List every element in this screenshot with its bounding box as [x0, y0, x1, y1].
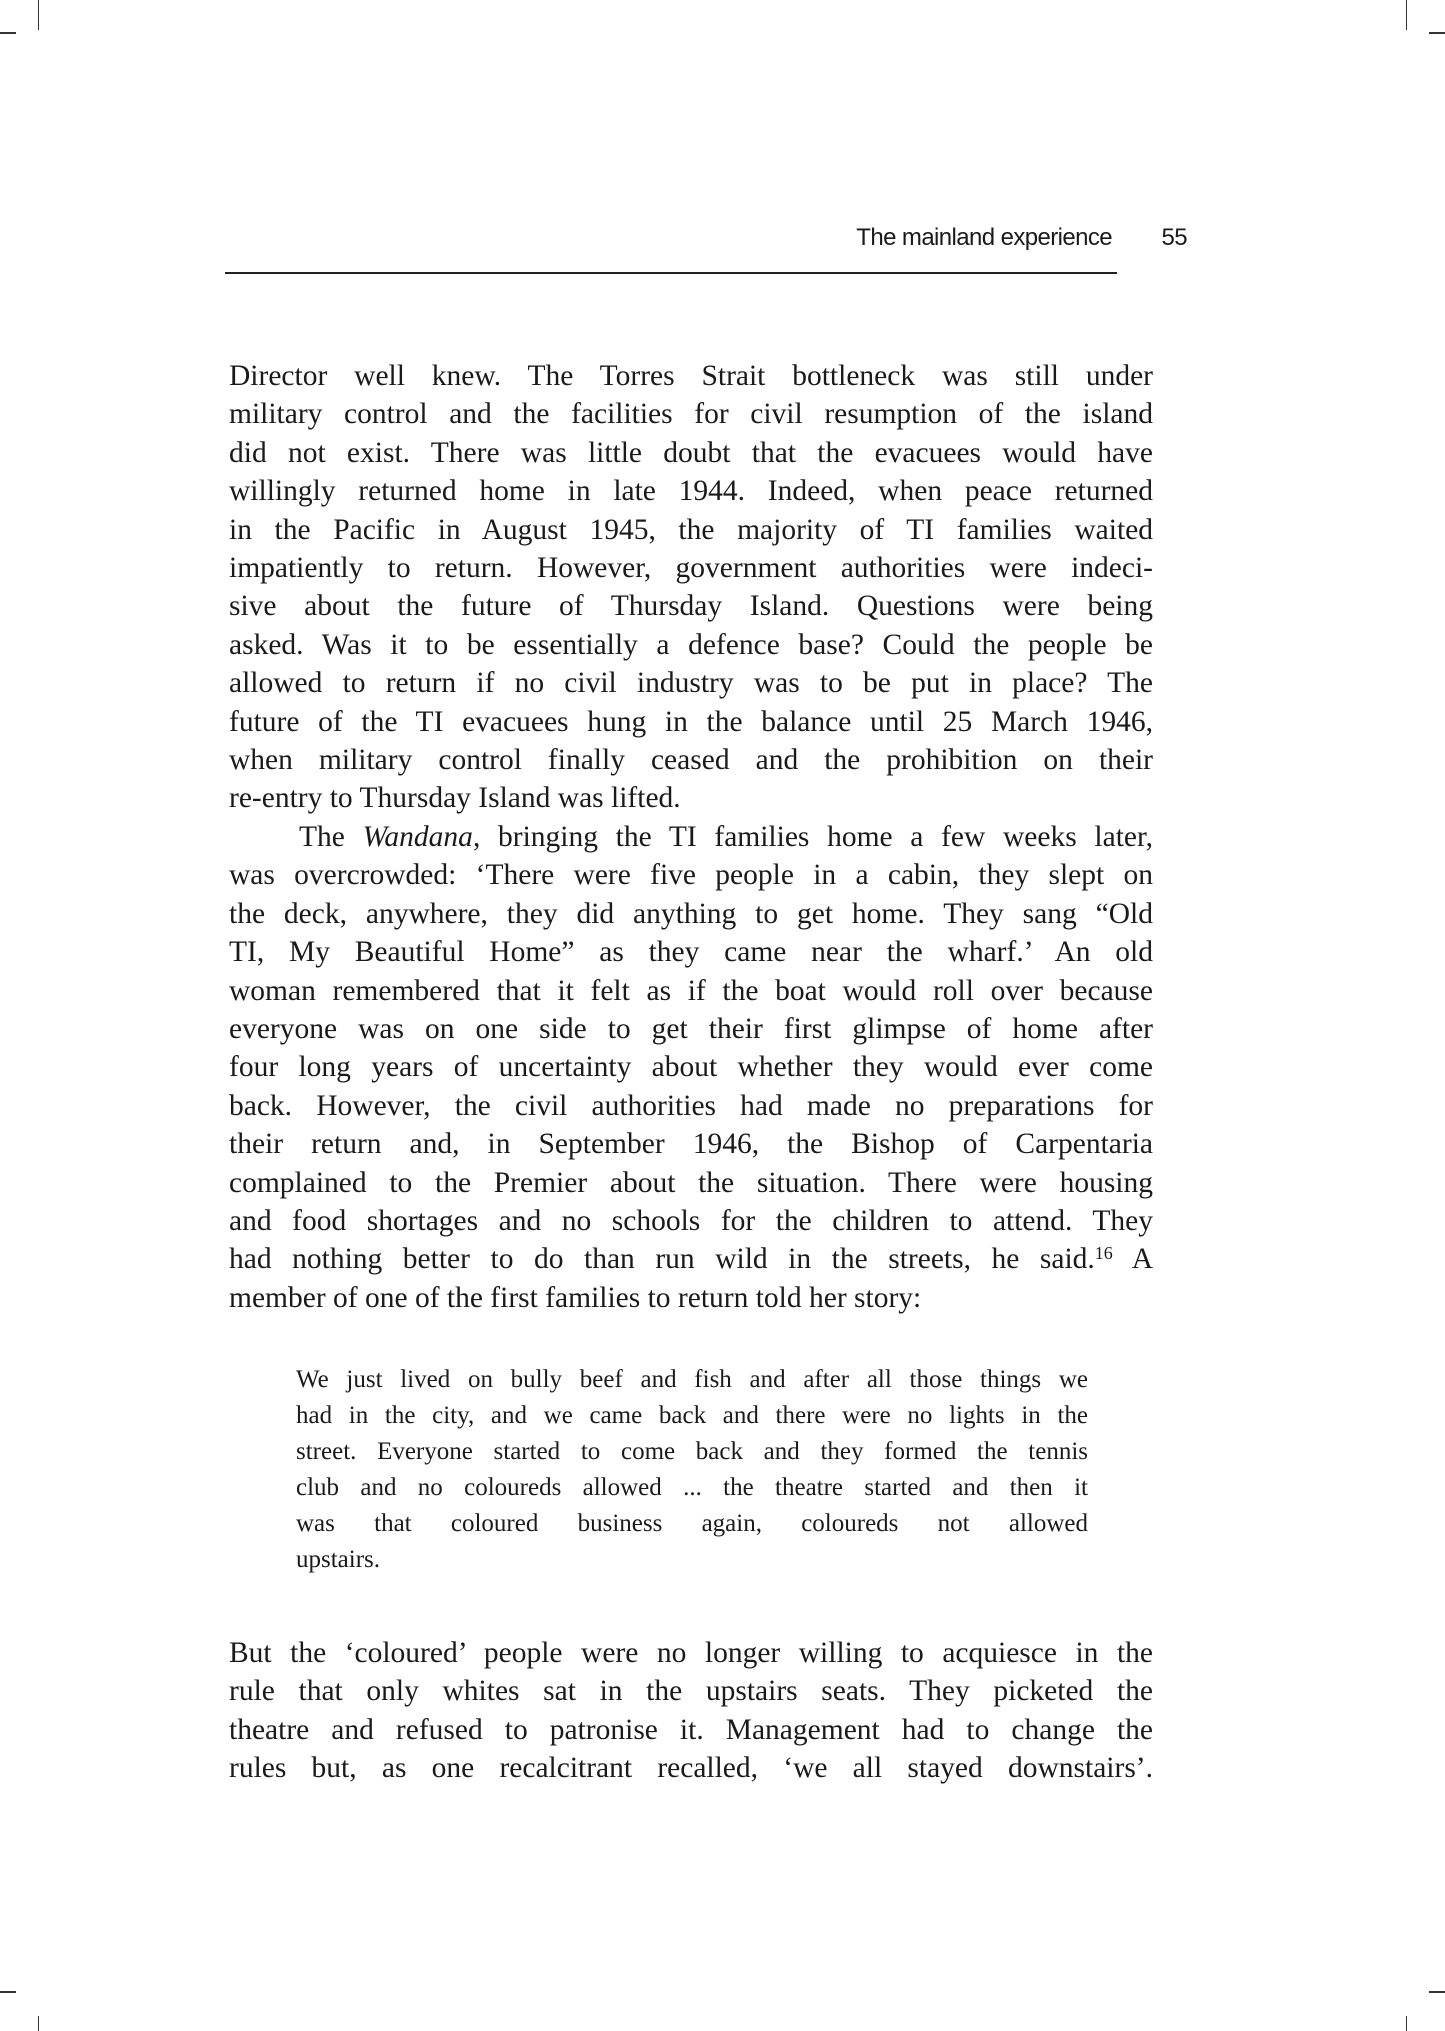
text-line: theatre and refused to patronise it. Management had to change the — [229, 1713, 1153, 1746]
quote-line: upstairs. — [296, 1546, 381, 1573]
text-fragment: The — [299, 820, 363, 853]
text-line: TI, My Beautiful Home” as they came near the wharf.’ An old — [229, 936, 1153, 969]
paragraph-1 — [229, 357, 1153, 818]
paragraph-2 — [229, 818, 1153, 1317]
text-line — [229, 818, 1153, 856]
crop-mark-top-left-horizontal — [0, 32, 16, 34]
text-line: when military control finally ceased and the prohibition on their — [229, 744, 1153, 777]
running-header — [225, 224, 1187, 264]
paragraph-3 — [229, 1634, 1153, 1788]
crop-mark-bottom-right-horizontal — [1429, 1991, 1445, 1993]
crop-mark-top-left-vertical — [38, 0, 39, 30]
text-line: rule that only whites sat in the upstairs seats. They picketed the — [229, 1675, 1153, 1708]
quote-line: club and no coloureds allowed ... the theatre started and then it — [296, 1474, 1088, 1501]
text-fragment: , bringing the TI families home a few weeks later, — [472, 820, 1153, 853]
text-line: willingly returned home in late 1944. Indeed, when peace returned — [229, 475, 1153, 508]
crop-mark-bottom-left-horizontal — [0, 1991, 16, 1993]
text-line: the deck, anywhere, they did anything to get home. They sang “Old — [229, 897, 1153, 930]
text-line: Director well knew. The Torres Strait bottleneck was still under — [229, 360, 1153, 392]
ship-name: Wandana — [362, 820, 473, 853]
text-line: back. However, the civil authorities had made no preparations for — [229, 1089, 1153, 1122]
text-line: member of one of the first families to return told her story: — [229, 1281, 922, 1314]
quote-line: had in the city, and we came back and there were no lights in the — [296, 1402, 1088, 1429]
crop-mark-bottom-right-vertical — [1406, 2016, 1407, 2031]
text-line: asked. Was it to be essentially a defence base? Could the people be — [229, 628, 1153, 661]
text-fragment: A — [1112, 1243, 1153, 1276]
running-title: The mainland experience — [856, 224, 1112, 251]
text-line: their return and, in September 1946, the Bishop of Carpentaria — [229, 1128, 1153, 1161]
crop-mark-top-right-vertical — [1406, 0, 1407, 30]
text-line: everyone was on one side to get their first glimpse of home after — [229, 1012, 1153, 1045]
body-text — [229, 357, 1153, 1317]
text-line: military control and the facilities for civil resumption of the island — [229, 398, 1153, 431]
text-line: But the ‘coloured’ people were no longer willing to acquiesce in the — [229, 1637, 1153, 1669]
text-fragment: had nothing better to do than run wild in the streets, he said. — [229, 1243, 1095, 1276]
header-rule — [225, 272, 1117, 274]
text-line: complained to the Premier about the situation. There were housing — [229, 1166, 1153, 1199]
text-line: did not exist. There was little doubt that the evacuees would have — [229, 436, 1153, 469]
text-line: was overcrowded: ‘There were five people in a cabin, they slept on — [229, 859, 1153, 892]
text-line: allowed to return if no civil industry was to be put in place? The — [229, 667, 1153, 700]
block-quote — [296, 1362, 1088, 1578]
quote-line: We just lived on bully beef and fish and after all those things we — [296, 1366, 1088, 1393]
quote-line: street. Everyone started to come back and they formed the tennis — [296, 1438, 1088, 1465]
text-line: sive about the future of Thursday Island. Questions were being — [229, 590, 1153, 623]
text-line: future of the TI evacuees hung in the balance until 25 March 1946, — [229, 705, 1153, 738]
page-number: 55 — [1161, 224, 1187, 251]
text-line: re-entry to Thursday Island was lifted. — [229, 782, 681, 815]
text-line: rules but, as one recalcitrant recalled, ‘we all stayed downstairs’. — [229, 1752, 1153, 1785]
crop-mark-bottom-left-vertical — [38, 2016, 39, 2031]
text-line — [229, 1240, 1153, 1278]
crop-mark-top-right-horizontal — [1429, 32, 1445, 34]
quote-line: was that coloured business again, coloureds not allowed — [296, 1510, 1088, 1537]
text-line: impatiently to return. However, government authorities were indeci- — [229, 552, 1153, 585]
text-line: woman remembered that it felt as if the boat would roll over because — [229, 974, 1153, 1007]
text-line: in the Pacific in August 1945, the majority of TI families waited — [229, 513, 1153, 546]
text-line: four long years of uncertainty about whether they would ever come — [229, 1051, 1153, 1084]
footnote-reference[interactable]: 16 — [1094, 1243, 1113, 1264]
text-line: and food shortages and no schools for the children to attend. They — [229, 1204, 1153, 1237]
